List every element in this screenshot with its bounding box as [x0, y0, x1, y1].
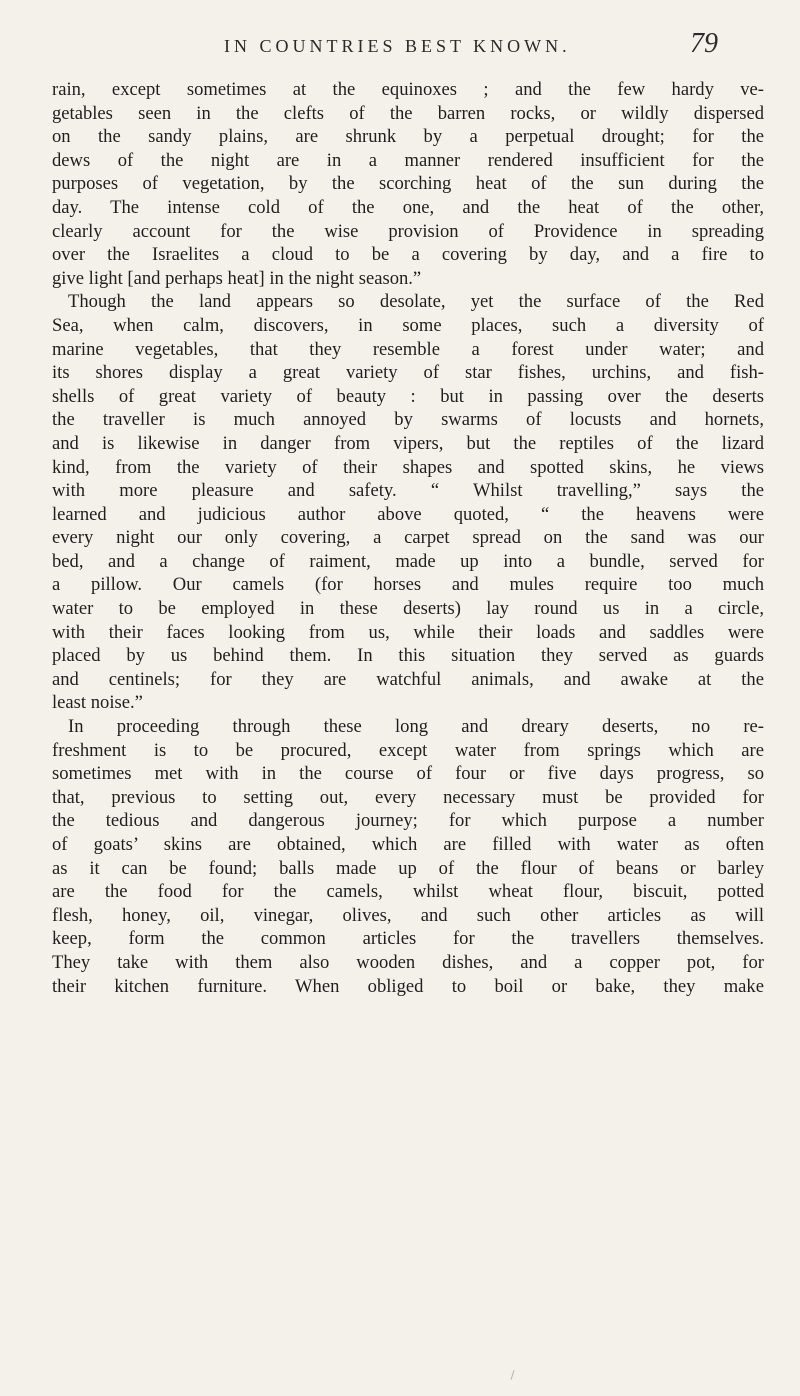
text-line: with their faces looking from us, while their loads and saddles were — [52, 621, 764, 643]
text-line: are the food for the camels, whilst wheat flour, biscuit, potted — [52, 881, 764, 903]
text-line: every night our only covering, a carpet spread on the sand was our — [52, 527, 764, 549]
text-line: clearly account for the wise provision of Providence in spreading — [52, 220, 764, 242]
page-number: 79 — [690, 28, 718, 59]
text-line: over the Israelites a cloud to be a covering by day, and a fire to — [52, 244, 764, 266]
text-line: with more pleasure and safety. “ Whilst travelling,” says the — [52, 480, 764, 502]
text-line: Sea, when calm, discovers, in some places, such a diversity of — [52, 314, 764, 336]
text-line: dews of the night are in a manner rendered insufficient for the — [52, 149, 764, 171]
text-line: their kitchen furniture. When obliged to boil or bake, they make — [52, 975, 764, 997]
text-line: the tedious and dangerous journey; for which purpose a number — [52, 810, 764, 832]
text-line: In proceeding through these long and dreary deserts, no re- — [68, 716, 764, 738]
paper-mark — [510, 1370, 514, 1380]
text-line: freshment is to be procured, except water from springs which are — [52, 739, 764, 761]
text-line: sometimes met with in the course of four or five days progress, so — [52, 763, 764, 785]
text-line: Though the land appears so desolate, yet the surface of the Red — [68, 291, 764, 313]
text-line: keep, form the common articles for the travellers themselves. — [52, 928, 764, 950]
text-line: placed by us behind them. In this situation they served as guards — [52, 645, 764, 667]
text-line: of goats’ skins are obtained, which are filled with water as often — [52, 834, 764, 855]
text-line: and centinels; for they are watchful animals, and awake at the — [52, 668, 764, 690]
text-line: on the sandy plains, are shrunk by a perpetual drought; for the — [52, 126, 764, 148]
text-line: getables seen in the clefts of the barren rocks, or wildly dispersed — [52, 102, 764, 124]
text-line: a pillow. Our camels (for horses and mules require too much — [52, 574, 764, 596]
text-line: bed, and a change of raiment, made up into a bundle, served for — [52, 550, 764, 572]
text-line: the traveller is much annoyed by swarms of locusts and hornets, — [52, 409, 764, 431]
text-line: its shores display a great variety of star fishes, urchins, and fish- — [52, 362, 764, 384]
text-line: as it can be found; balls made up of the flour of beans or barley — [52, 857, 764, 879]
page-header — [0, 28, 800, 62]
running-head: IN COUNTRIES BEST KNOWN. — [224, 36, 571, 56]
text-line: least noise.” — [52, 692, 143, 714]
text-line: flesh, honey, oil, vinegar, olives, and such other articles as will — [52, 904, 764, 926]
text-line: shells of great variety of beauty : but in passing over the deserts — [52, 385, 764, 407]
text-line: kind, from the variety of their shapes and spotted skins, he views — [52, 456, 764, 478]
text-line: They take with them also wooden dishes, and a copper pot, for — [52, 951, 764, 973]
text-line: and is likewise in danger from vipers, but the reptiles of the lizard — [52, 432, 764, 454]
text-line: that, previous to setting out, every necessary must be provided for — [52, 786, 764, 808]
text-line: rain, except sometimes at the equinoxes ; and the few hardy ve- — [52, 79, 764, 100]
text-line: water to be employed in these deserts) lay round us in a circle, — [52, 598, 764, 620]
text-line: marine vegetables, that they resemble a forest under water; and — [52, 338, 764, 360]
text-line: purposes of vegetation, by the scorching heat of the sun during the — [52, 173, 764, 195]
body-text — [52, 78, 764, 998]
text-line: learned and judicious author above quoted, “ the heavens were — [52, 503, 764, 525]
text-line: give light [and perhaps heat] in the night season.” — [52, 267, 422, 289]
text-line: day. The intense cold of the one, and the heat of the other, — [52, 196, 764, 218]
